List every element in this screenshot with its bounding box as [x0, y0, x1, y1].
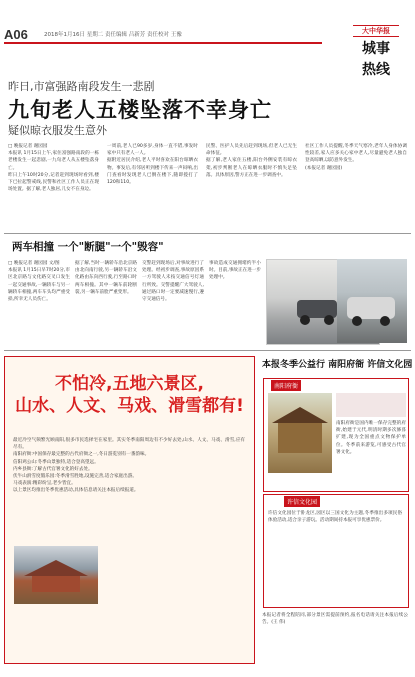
- story2-column-2: 据了解,当时一辆轿车沿北京路由北向南行驶,另一辆轿车沿文化路由东向西行驶,行至路口时两车相撞。其中一辆车前轮断裂,另一辆车前脸严重变形。: [75, 261, 137, 295]
- story1-kicker: 昨日,市富强路南段发生一悲剧: [8, 80, 155, 93]
- section-divider: [4, 233, 411, 234]
- nyfy-text: 南阳府衙是国内唯一保存完整的府衙,始建于元代,明清时期多次修葺扩建,现为全国重点文物保护单位。冬季前来游览,可感受古代官署文化。: [336, 421, 406, 455]
- story1-column-4: 社区工作人员提醒,冬季天气寒冷,老年人身体协调性较差,家人应多关心家中老人,尽量避免老人独自登高晾晒,以防意外发生。 (本报记者 谢园园): [305, 144, 407, 171]
- temple-illustration: [14, 546, 98, 604]
- story2-column-3: 交警赶到现场后,对事故进行了处理。经初步调查,事故原因系一方驾驶人未按交通信号灯通行所致。交警提醒广大驾驶人,通过路口时一定要减速慢行,遵守交通信号。: [142, 261, 204, 303]
- crash-photo-2: [337, 259, 407, 343]
- gate-illustration: [268, 393, 332, 473]
- nyfy-photo: [268, 393, 332, 473]
- feature-photo: [14, 546, 98, 604]
- story1-column-2: 一周前,老人已90多岁,身体一直不错,事发时家中只有老人一人。 据附近居民介绍,老人平时喜欢在阳台晾晒衣物。事发后,有邻居听到楼下传来一声闷响,出门查看时发现老人已倒在楼下,随即拨打了120和110。: [107, 144, 198, 186]
- feature-title-line-1: 不怕冷,五地六景区,: [55, 374, 204, 394]
- damaged-car-illustration: [337, 259, 407, 343]
- story2-headline: 两车相撞 一个"断腿"一个"毁容": [12, 241, 164, 253]
- right-title: 本报冬季公益行 南阳府衙 许信文化园: [262, 360, 413, 370]
- page-meta: 2018年1月16日 星期二 责任编辑 吕新芳 责任校对 王豫: [44, 32, 182, 38]
- feature-box: [4, 356, 255, 664]
- section-name-line2: 热线: [362, 63, 390, 78]
- page-number: A06: [4, 27, 28, 42]
- feature-title-line-2: 山水、人文、马戏、滑雪都有!: [15, 396, 244, 416]
- story1-column-1: □ 晚报记者 谢园园 本报讯 1月15日上午,家住富强路南段的一栋老楼发生一起悲剧,一九旬老人从五楼坠落身亡。 昨日上午10时20分,记者赶到现场时看到,楼下已拉起警戒线,民警和社区工作人员正在现场处置。据了解,老人独居,儿女不在身边。: [8, 144, 99, 193]
- story2-column-1: □ 晚报记者 谢园园 文/图 本报讯 1月15日早7时20分,市区北京路与文化路交叉口发生一起交通事故,一辆轿车与另一辆轿车相撞,两车车头均严重受损,所幸无人员伤亡。: [8, 261, 70, 303]
- section-logo: [353, 25, 399, 91]
- header-rule: [4, 42, 322, 44]
- feature-body: 最近冷空气频繁光顾南阳,很多市民选择宅在家里。其实冬季南阳周边有不少好去处,山水、人文、马戏、滑雪,应有尽有。 南阳府衙:中国保存最完整的古代府衙之一,冬日游览别有一番韵味。 信阳鸡公山:冬季山景独特,适合登高望远。 内乡县衙:了解古代官署文化的好去处。 伏牛山滑雪度假乐园:冬季滑雪胜地,设施完善,适合家庭出游。 马戏表演:精彩纷呈,老少皆宜。 以上景区均推出冬季优惠活动,具体信息请关注本报后续报道。: [13, 438, 245, 494]
- nyfy-stamp: [336, 393, 406, 417]
- section-divider-2: [4, 350, 411, 351]
- feature-title: [5, 373, 254, 417]
- paper-name: 大中华报: [353, 25, 399, 37]
- story1-column-3: 民警、医护人员先后赶到现场,但老人已无生命体征。 据了解,老人家住五楼,阳台外侧安装有晾衣架,初步判断老人在晾晒衣服时不慎失足坠落。具体原因,警方正在进一步调查中。: [206, 144, 297, 178]
- story2-column-4: 事故造成交通拥堵约半小时。目前,事故正在进一步处理中。: [209, 261, 261, 281]
- story1-headline: 九旬老人五楼坠落不幸身亡: [8, 99, 272, 122]
- story1-subhead: 疑似晾衣服发生意外: [8, 124, 107, 137]
- section-name-line1: 城事: [362, 42, 390, 57]
- right-footer: 本报记者将全程陪同,部分景区需提前预约,报名电话请关注本报后续公告。(王 伟): [262, 613, 408, 626]
- xinyang-text: 许信文化园位于卧龙区,园区以三国文化为主题,冬季推出多项民俗体验活动,适合亲子游玩。活动期间持本报可享优惠票价。: [268, 511, 402, 524]
- nyfy-label: 南阳府衙: [271, 380, 301, 391]
- xinyang-label: 许信文化园: [284, 496, 320, 507]
